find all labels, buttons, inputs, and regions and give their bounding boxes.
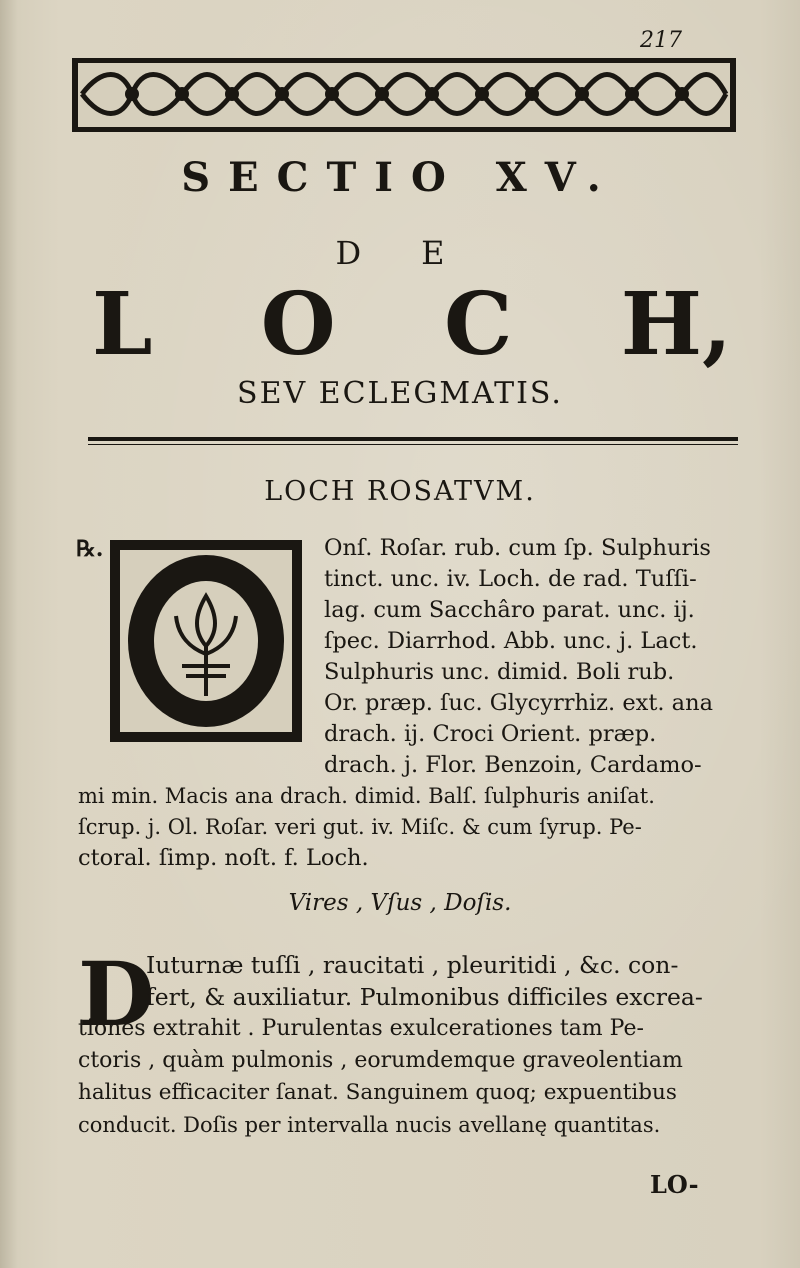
recipe-line: mi min. Macis ana drach. dimid. Balſ. ſulphuris aniſat. — [78, 784, 655, 808]
recipe-line: tinct. unc. iv. Loch. de rad. Tuſſi- — [324, 566, 697, 592]
heading-loch — [92, 274, 732, 375]
body-line: ctoris , quàm pulmonis , eorumdemque graveolentiam — [78, 1048, 683, 1073]
body-line: tiones extrahit . Purulentas exulcerationes tam Pe- — [78, 1016, 644, 1041]
recipe-symbol: ℞. — [76, 536, 104, 562]
recipe-line: ſcrup. j. Ol. Roſar. veri gut. iv. Miſc. & cum ſyrup. Pe- — [78, 815, 642, 839]
divider-rule-thin — [88, 444, 738, 445]
page-number: 217 — [640, 28, 682, 53]
body-line: halitus efficaciter ſanat. Sanguinem quoq; expuentibus — [78, 1080, 677, 1105]
vires-heading: Vires , Vſus , Doſis. — [288, 890, 512, 916]
loch-letter-2: O — [260, 274, 336, 375]
recipe-title: LOCH ROSATVM. — [264, 476, 536, 507]
body-line: Iuturnæ tuſſi , raucitati , pleuritidi , &c. con- — [146, 951, 679, 979]
recipe-line: ctoral. ſimp. noſt. f. Loch. — [78, 845, 369, 871]
ornamental-header-band — [72, 58, 736, 132]
divider-rule — [88, 437, 738, 441]
recipe-line: Sulphuris unc. dimid. Boli rub. — [324, 659, 675, 685]
drop-cap: D — [78, 942, 155, 1046]
recipe-line: lag. cum Sacchâro parat. unc. ij. — [324, 597, 695, 623]
loch-letter-4: H, — [620, 274, 732, 375]
recipe-line: drach. j. Flor. Benzoin, Cardamo- — [324, 752, 702, 778]
loch-letter-3: C — [444, 274, 513, 375]
body-line: conducit. Doſis per intervalla nucis avellanę quantitas. — [78, 1113, 661, 1137]
heading-de: DE — [335, 234, 505, 272]
body-line: fert, & auxiliatur. Pulmonibus difficiles excrea- — [146, 983, 703, 1011]
section-heading: SECTIO XV. — [181, 154, 619, 201]
recipe-line: Onſ. Roſar. rub. cum ſp. Sulphuris — [324, 535, 711, 561]
decorated-initial-o — [106, 536, 306, 746]
heading-subtitle: SEV ECLEGMATIS. — [237, 376, 563, 411]
catchword: LO- — [650, 1170, 699, 1199]
recipe-line: drach. ij. Croci Orient. præp. — [324, 721, 657, 747]
loch-letter-1: L — [92, 274, 153, 375]
recipe-line: ſpec. Diarrhod. Abb. unc. j. Lact. — [324, 628, 698, 654]
recipe-line: Or. præp. ſuc. Glycyrrhiz. ext. ana — [324, 690, 713, 716]
